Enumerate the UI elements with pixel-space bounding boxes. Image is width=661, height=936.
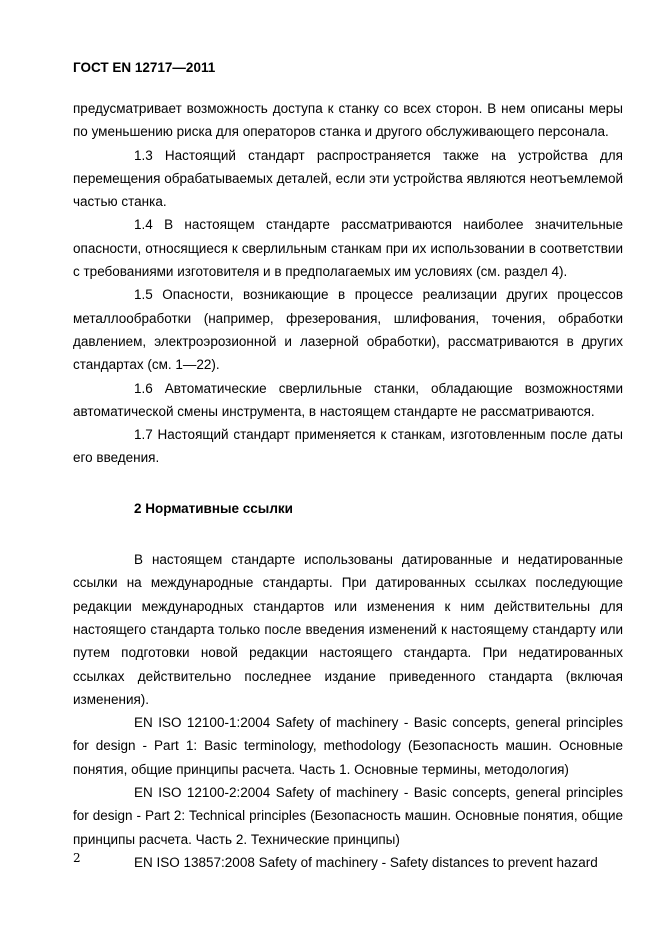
reference-item: EN ISO 12100-2:2004 Safety of machinery - Basic concepts, general principles for design - Part 2: Technical principles (Безопасность машин. Основные понятия, общие принципы расчета. Часть 2. Технические принципы) xyxy=(73,785,623,847)
document-header: ГОСТ EN 12717—2011 xyxy=(73,60,216,75)
paragraph-references-intro: В настоящем стандарте использованы датированные и недатированные ссылки на международные стандарты. При датированных ссылках последующие редакции международных стандартов или изменения к ним действительны для настоящего стандарта только после введения изменений к настоящему стандарту или путем подготовки новой редакции настоящего стандарта. При недатированных ссылках действительно последнее издание приведенного стандарта (включая изменения). xyxy=(73,552,623,707)
paragraph-1-3: 1.3 Настоящий стандарт распространяется также на устройства для перемещения обрабатываемых деталей, если эти устройства являются неотъемлемой частью станка. xyxy=(73,147,623,210)
spacer xyxy=(73,520,623,548)
spacer xyxy=(73,470,623,497)
paragraph-1-5: 1.5 Опасности, возникающие в процессе реализации других процессов металлообработки (например, фрезерования, шлифования, точения, обработки давлением, электроэрозионной и лазерной обработки), рассматриваются в других стандартах (см. 1—22). xyxy=(73,287,623,373)
paragraph-1-4: 1.4 В настоящем стандарте рассматриваются наиболее значительные опасности, относящиеся к сверлильным станкам при их использовании в соответствии с требованиями изготовителя и в предполагаемых им условиях (см. раздел 4). xyxy=(73,217,623,280)
reference-item: EN ISO 12100-1:2004 Safety of machinery - Basic concepts, general principles for design - Part 1: Basic terminology, methodology (Безопасность машин. Основные понятия, общие принципы расчета. Часть 1. Основные термины, методология) xyxy=(73,715,623,777)
document-body xyxy=(73,97,623,874)
reference-item: EN ISO 13857:2008 Safety of machinery - Safety distances to prevent hazard xyxy=(134,854,598,870)
page-number: 2 xyxy=(73,851,81,865)
paragraph-continuation: предусматривает возможность доступа к станку со всех сторон. В нем описаны меры по уменьшению риска для операторов станка и другого обслуживающего персонала. xyxy=(73,101,623,140)
paragraph-1-7: 1.7 Настоящий стандарт применяется к станкам, изготовленным после даты его введения. xyxy=(73,427,623,466)
section-title: 2 Нормативные ссылки xyxy=(134,500,293,516)
paragraph-1-6: 1.6 Автоматические сверлильные станки, обладающие возможностями автоматической смены инструмента, в настоящем стандарте не рассматриваются. xyxy=(73,380,623,419)
